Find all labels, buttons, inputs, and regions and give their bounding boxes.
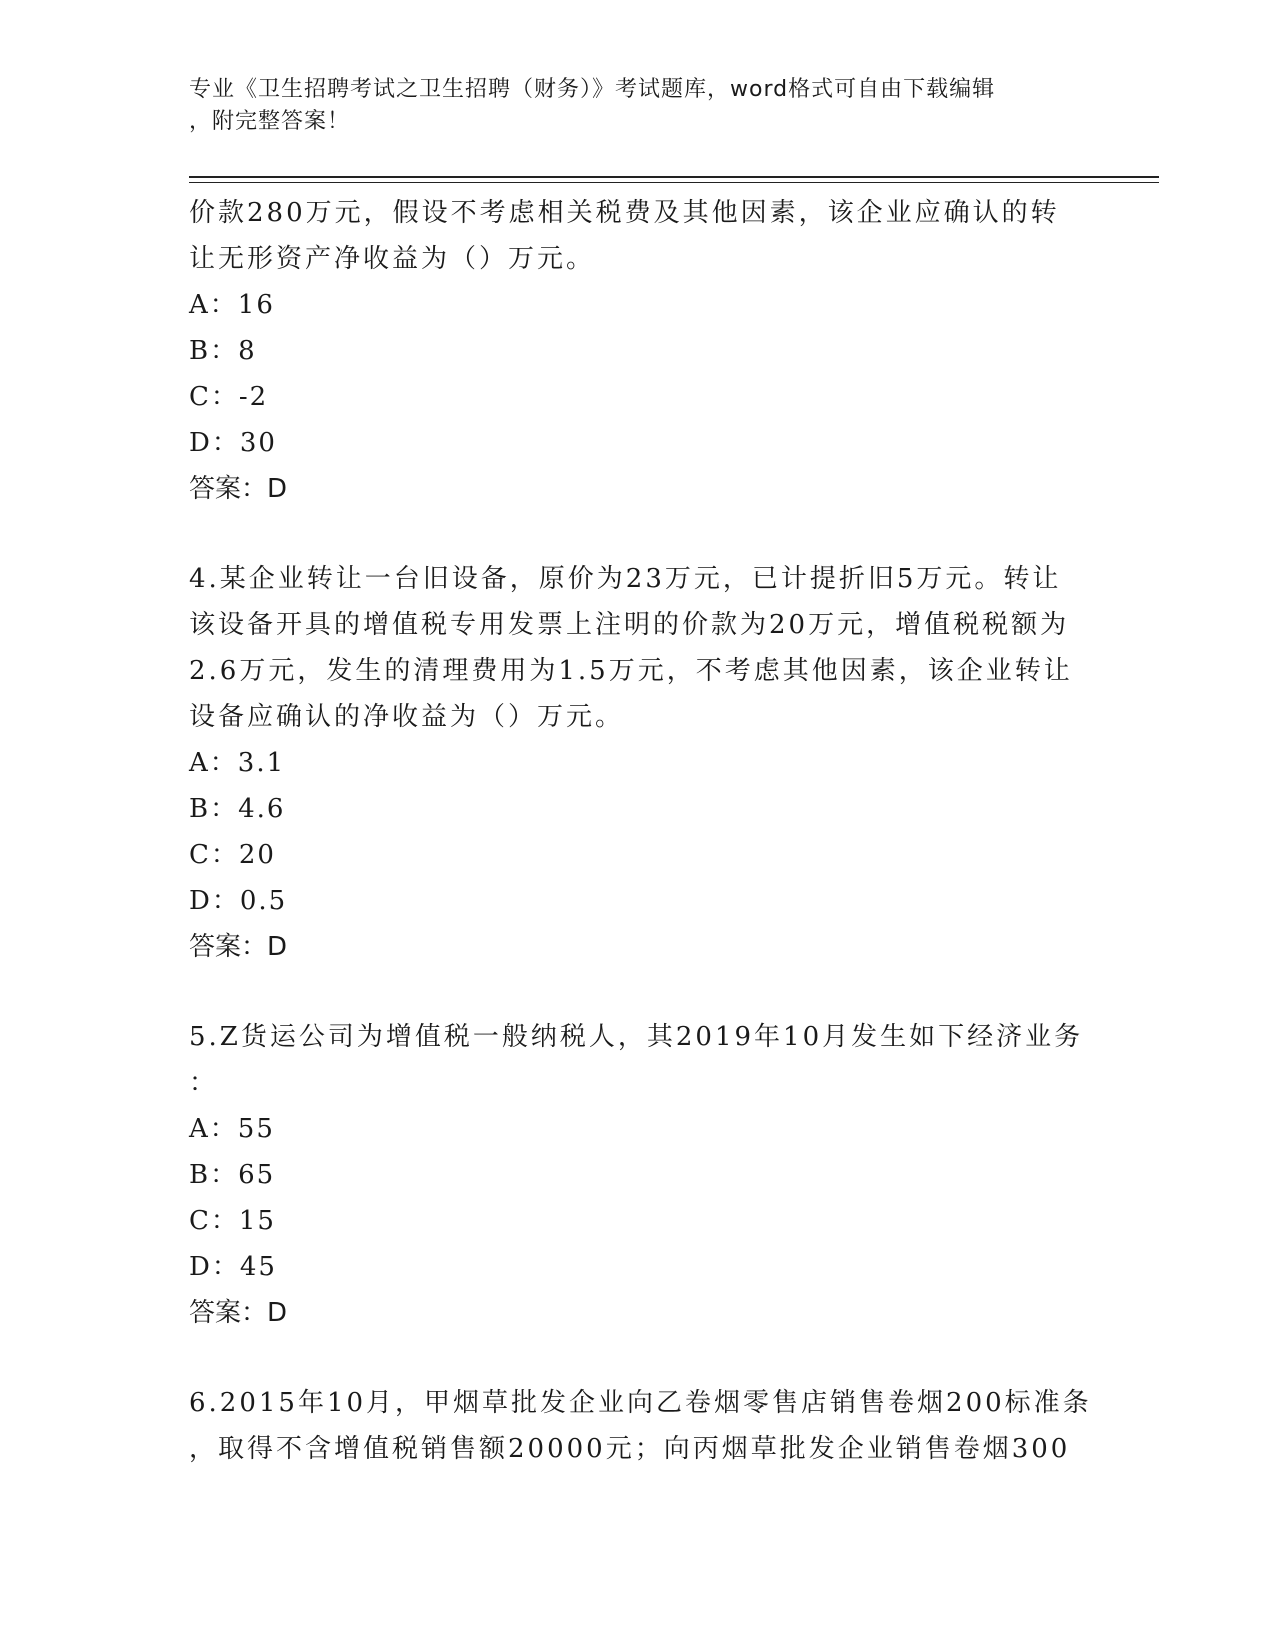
question-block xyxy=(189,1380,1092,1472)
option-c: C：15 xyxy=(189,1206,276,1236)
option-a: A：55 xyxy=(189,1114,275,1144)
option-a: A：3.1 xyxy=(189,748,286,778)
question-block xyxy=(189,556,1089,970)
option-d: D：45 xyxy=(189,1252,277,1282)
question-block xyxy=(189,1014,1089,1336)
option-c: C：20 xyxy=(189,840,276,870)
question-text-line: 设备应确认的净收益为（）万元。 xyxy=(189,702,625,732)
header-divider-thin xyxy=(189,182,1159,183)
spacer xyxy=(189,970,1089,1014)
header-divider-thick xyxy=(189,176,1159,178)
answer-line: 答案：D xyxy=(189,1298,288,1328)
question-text-line: 价款280万元，假设不考虑相关税费及其他因素，该企业应确认的转 xyxy=(189,198,1060,228)
question-block xyxy=(189,190,1089,512)
header-title-line-2: ，附完整答案！ xyxy=(189,109,351,134)
question-text-line: 4.某企业转让一台旧设备，原价为23万元，已计提折旧5万元。转让 xyxy=(189,564,1062,594)
question-text-line: 6.2015年10月，甲烟草批发企业向乙卷烟零售店销售卷烟200标准条 xyxy=(189,1388,1092,1418)
answer-line: 答案：D xyxy=(189,474,288,504)
option-b: B：8 xyxy=(189,336,257,366)
question-text-line: ： xyxy=(189,1068,219,1098)
header-title-line-1: 专业《卫生招聘考试之卫生招聘（财务）》考试题库，word格式可自由下载编辑 xyxy=(189,77,996,102)
question-text-line: ，取得不含增值税销售额20000元；向丙烟草批发企业销售卷烟300 xyxy=(189,1434,1071,1464)
option-d: D：0.5 xyxy=(189,886,288,916)
option-d: D：30 xyxy=(189,428,277,458)
question-text-line: 2.6万元，发生的清理费用为1.5万元，不考虑其他因素，该企业转让 xyxy=(189,656,1073,686)
spacer xyxy=(189,1336,1089,1380)
option-c: C：-2 xyxy=(189,382,269,412)
question-text-line: 5.Z货运公司为增值税一般纳税人，其2019年10月发生如下经济业务 xyxy=(189,1022,1084,1052)
question-text-line: 让无形资产净收益为（）万元。 xyxy=(189,244,596,274)
question-list xyxy=(189,190,1092,1472)
option-a: A：16 xyxy=(189,290,275,320)
document-header xyxy=(189,74,1089,138)
answer-line: 答案：D xyxy=(189,932,288,962)
spacer xyxy=(189,512,1089,556)
question-text-line: 该设备开具的增值税专用发票上注明的价款为20万元，增值税税额为 xyxy=(189,610,1070,640)
option-b: B：4.6 xyxy=(189,794,286,824)
option-b: B：65 xyxy=(189,1160,276,1190)
